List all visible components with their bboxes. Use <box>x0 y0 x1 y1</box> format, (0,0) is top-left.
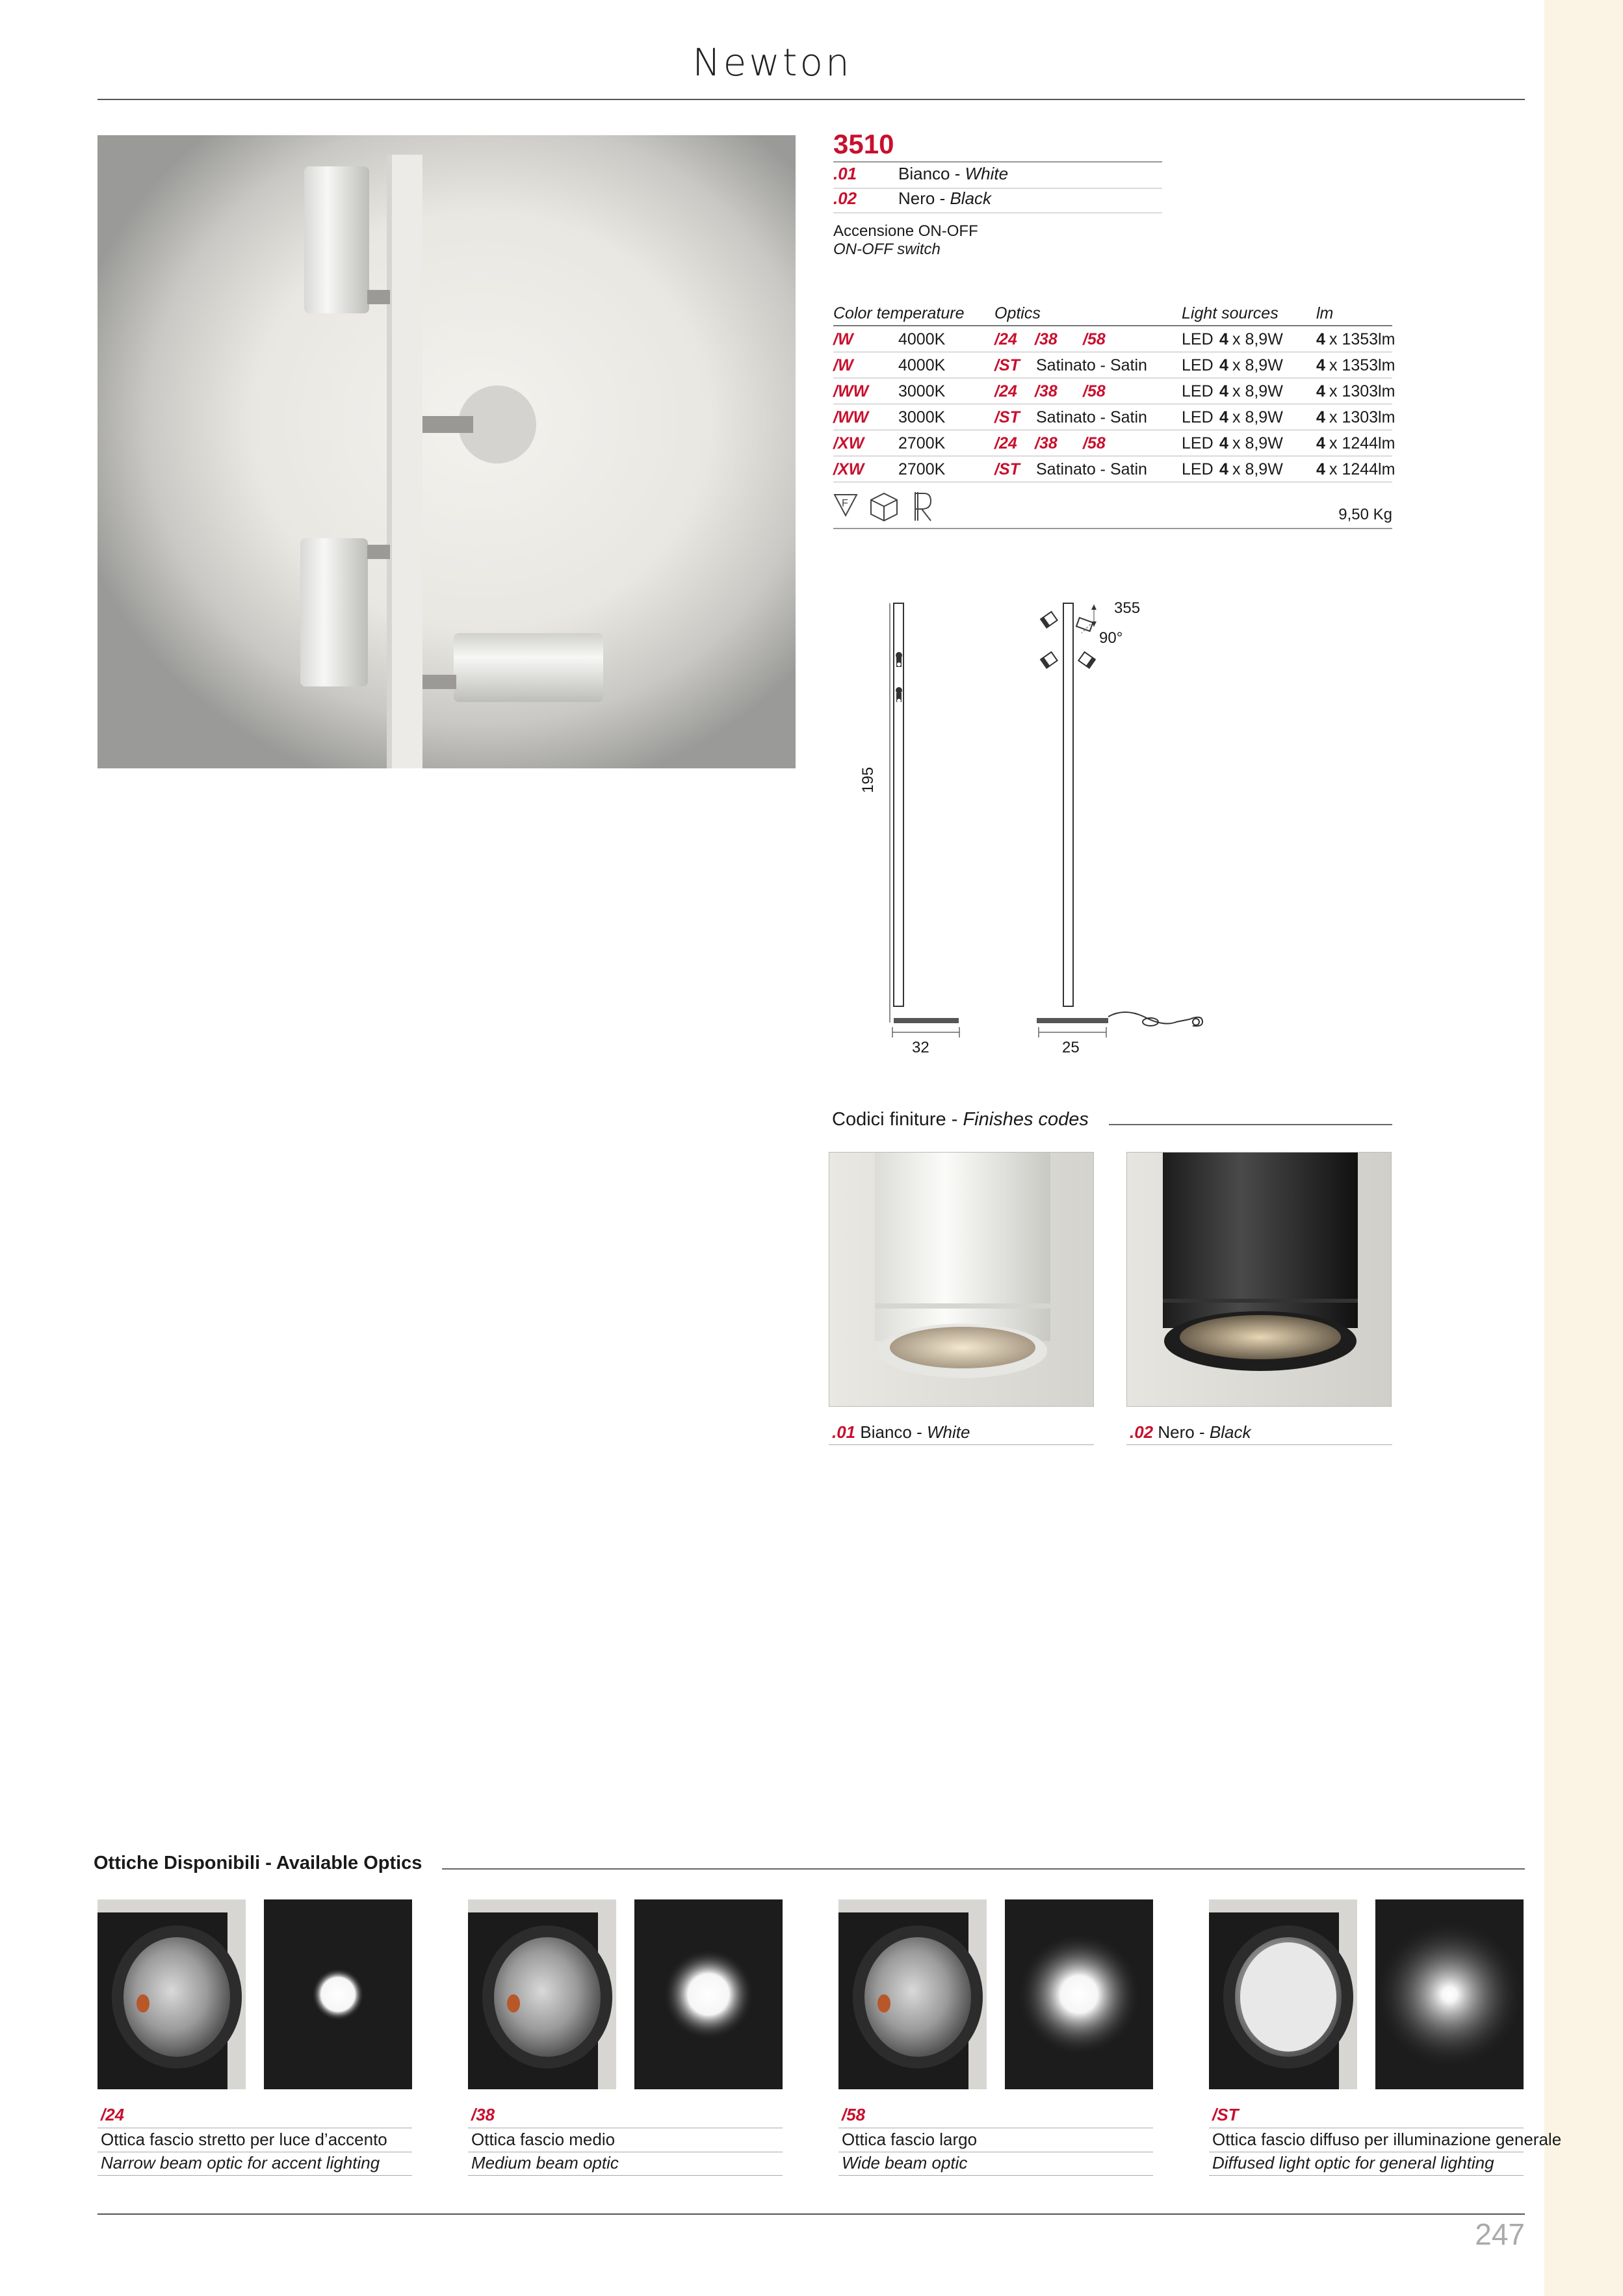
f-mark-letter: F <box>842 498 848 509</box>
dim-base-depth: 25 <box>1062 1039 1080 1056</box>
lm-qty: 4 <box>1316 434 1325 452</box>
certification-icons <box>833 491 944 523</box>
optic-beam-photo <box>1005 1899 1153 2089</box>
finish-name: Bianco - White <box>898 164 1009 183</box>
optic-1: /24 <box>994 434 1017 452</box>
optic-desc-it: Ottica fascio stretto per luce d’accento <box>101 2130 387 2149</box>
led-watt: x 8,9W <box>1232 460 1283 478</box>
finish-row-01 <box>833 164 1162 189</box>
optic-desc-it: Ottica fascio diffuso per illuminazione generale <box>1212 2130 1562 2149</box>
optic-2: /38 <box>1035 330 1058 348</box>
led-watt: x 8,9W <box>1232 330 1283 348</box>
led-qty: 4 <box>1219 460 1228 478</box>
led-qty: 4 <box>1219 356 1228 374</box>
optic-desc-it: Ottica fascio medio <box>471 2130 616 2149</box>
switch-it: Accensione ON-OFF <box>833 222 978 240</box>
product-photo <box>97 135 796 768</box>
header-color-temperature: Color temperature <box>833 304 965 322</box>
optic-desc-en: Narrow beam optic for accent lighting <box>101 2153 380 2172</box>
finish-photo-black <box>1126 1152 1392 1407</box>
kelvin: 2700K <box>898 460 946 478</box>
technical-drawing <box>838 585 1228 1066</box>
lm-qty: 4 <box>1316 460 1325 478</box>
lm-value: x 1244lm <box>1329 460 1396 478</box>
optic-lens-photo <box>838 1899 987 2089</box>
led-label: LED <box>1182 382 1214 400</box>
color-code: /XW <box>833 460 864 478</box>
optic-text: Satinato - Satin <box>1036 356 1147 374</box>
led-qty: 4 <box>1219 330 1228 348</box>
optic-rule <box>838 2175 1153 2176</box>
finish-name: Nero - Black <box>898 189 992 208</box>
finish-row-02 <box>833 189 1162 213</box>
optic-1: /ST <box>994 356 1020 374</box>
dim-arm: 355 <box>1114 599 1141 617</box>
table-bottom-rule <box>833 528 1392 529</box>
color-code: /XW <box>833 434 864 452</box>
product-model: 3510 <box>833 129 894 159</box>
finish-caption-white: .01 Bianco - White <box>832 1422 970 1442</box>
optic-desc-en: Medium beam optic <box>471 2153 619 2172</box>
header-light-sources: Light sources <box>1182 304 1279 322</box>
page-number: 247 <box>1475 2217 1525 2251</box>
optic-1: /ST <box>994 408 1020 426</box>
dim-base-width: 32 <box>912 1039 929 1056</box>
optic-text: Satinato - Satin <box>1036 460 1147 478</box>
footer-rule <box>97 2213 1525 2215</box>
kelvin: 4000K <box>898 330 946 348</box>
lm-qty: 4 <box>1316 382 1325 400</box>
lm-qty: 4 <box>1316 408 1325 426</box>
lm-value: x 1353lm <box>1329 330 1396 348</box>
led-watt: x 8,9W <box>1232 356 1283 374</box>
lm-value: x 1353lm <box>1329 356 1396 374</box>
optic-2: /38 <box>1035 434 1058 452</box>
lm-value: x 1244lm <box>1329 434 1396 452</box>
spec-row <box>833 378 1396 404</box>
header-rule <box>97 99 1525 100</box>
led-qty: 4 <box>1219 434 1228 452</box>
color-code: /W <box>833 330 853 348</box>
optics-title-rule <box>442 1868 1525 1870</box>
model-rule <box>833 161 1162 163</box>
finish-caption-black: .02 Nero - Black <box>1130 1422 1251 1442</box>
optic-3: /58 <box>1083 434 1106 452</box>
f-mark-icon <box>835 495 857 515</box>
led-label: LED <box>1182 356 1214 374</box>
header-lm: lm <box>1316 304 1334 322</box>
lm-value: x 1303lm <box>1329 382 1396 400</box>
finish-caption-rule <box>829 1444 1094 1445</box>
spec-row <box>833 326 1396 352</box>
led-label: LED <box>1182 330 1214 348</box>
led-watt: x 8,9W <box>1232 408 1283 426</box>
optic-3: /58 <box>1083 330 1106 348</box>
optic-rule <box>97 2175 412 2176</box>
switch-en: ON-OFF switch <box>833 241 941 258</box>
optic-lens-photo <box>97 1899 246 2089</box>
color-code: /WW <box>833 408 869 426</box>
finish-photo-white <box>829 1152 1094 1407</box>
r-class-icon <box>915 492 931 521</box>
optic-beam-photo <box>634 1899 783 2089</box>
lm-qty: 4 <box>1316 356 1325 374</box>
optic-code: /ST <box>1212 2105 1239 2124</box>
led-watt: x 8,9W <box>1232 434 1283 452</box>
lm-value: x 1303lm <box>1329 408 1396 426</box>
optics-section-title: Ottiche Disponibili - Available Optics <box>94 1853 422 1873</box>
spec-row <box>833 352 1396 378</box>
finish-caption-rule <box>1126 1444 1392 1445</box>
optic-2: /38 <box>1035 382 1058 400</box>
kelvin: 3000K <box>898 382 946 400</box>
optic-desc-en: Wide beam optic <box>842 2153 968 2172</box>
kelvin: 4000K <box>898 356 946 374</box>
led-qty: 4 <box>1219 382 1228 400</box>
optic-1: /24 <box>994 330 1017 348</box>
recessed-box-icon <box>871 493 897 521</box>
lm-qty: 4 <box>1316 330 1325 348</box>
spec-row <box>833 456 1396 482</box>
page-title: Newton <box>692 40 852 85</box>
optic-1: /ST <box>994 460 1020 478</box>
finishes-section-title: Codici finiture - Finishes codes <box>832 1109 1089 1130</box>
led-label: LED <box>1182 460 1214 478</box>
dim-height: 195 <box>859 766 877 793</box>
spec-table-header <box>833 300 1392 326</box>
finish-code: .02 <box>833 189 857 208</box>
optic-text: Satinato - Satin <box>1036 408 1147 426</box>
kelvin: 3000K <box>898 408 946 426</box>
color-code: /W <box>833 356 853 374</box>
kelvin: 2700K <box>898 434 946 452</box>
optic-beam-photo <box>264 1899 412 2089</box>
spec-row <box>833 404 1396 430</box>
color-code: /WW <box>833 382 869 400</box>
side-color-strip <box>1544 0 1623 2296</box>
optic-rule <box>1209 2175 1524 2176</box>
led-label: LED <box>1182 408 1214 426</box>
optic-3: /58 <box>1083 382 1106 400</box>
spec-row <box>833 430 1396 456</box>
header-optics: Optics <box>994 304 1041 322</box>
led-watt: x 8,9W <box>1232 382 1283 400</box>
optic-beam-photo <box>1375 1899 1524 2089</box>
optic-code: /38 <box>471 2105 495 2124</box>
product-weight: 9,50 Kg <box>1338 506 1392 523</box>
dim-angle: 90° <box>1099 629 1123 647</box>
optic-desc-it: Ottica fascio largo <box>842 2130 978 2149</box>
optic-code: /24 <box>101 2105 125 2124</box>
led-qty: 4 <box>1219 408 1228 426</box>
optic-desc-en: Diffused light optic for general lighting <box>1212 2153 1494 2172</box>
optic-code: /58 <box>842 2105 866 2124</box>
optic-rule <box>468 2175 783 2176</box>
optic-lens-photo <box>1209 1899 1357 2089</box>
optic-1: /24 <box>994 382 1017 400</box>
led-label: LED <box>1182 434 1214 452</box>
optic-lens-photo <box>468 1899 616 2089</box>
finish-code: .01 <box>833 164 857 183</box>
finishes-title-rule <box>1109 1124 1392 1125</box>
